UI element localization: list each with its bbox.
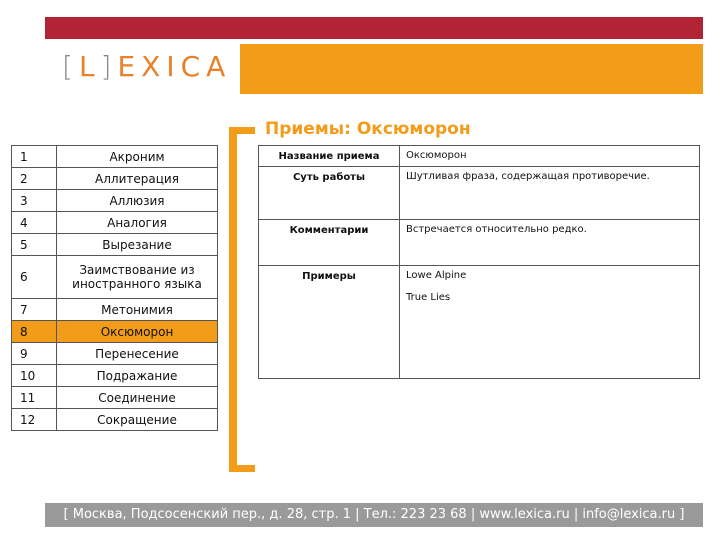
footer-contacts: [ Москва, Подсосенский пер., д. 28, стр. 1 | Тел.: 223 23 68 | www.lexica.ru | info@lexica.ru ] <box>45 503 703 527</box>
details-row-examples <box>259 266 700 379</box>
technique-number: 4 <box>12 212 57 234</box>
technique-row[interactable] <box>12 409 218 431</box>
slide-title: Приемы: Оксюморон <box>265 119 471 139</box>
technique-number: 10 <box>12 365 57 387</box>
technique-name: Метонимия <box>57 299 218 321</box>
technique-name: Сокращение <box>57 409 218 431</box>
technique-row[interactable] <box>12 146 218 168</box>
name-value: Оксюморон <box>400 146 700 167</box>
technique-row[interactable] <box>12 365 218 387</box>
example-item: Lowe Alpine <box>406 270 467 281</box>
technique-row[interactable] <box>12 234 218 256</box>
examples-value <box>400 266 700 379</box>
technique-row[interactable] <box>12 343 218 365</box>
technique-name: Заимствование из иностранного языка <box>57 256 218 299</box>
technique-number: 3 <box>12 190 57 212</box>
technique-details-table <box>258 145 700 379</box>
technique-number: 7 <box>12 299 57 321</box>
orange-bracket <box>229 127 255 472</box>
technique-number: 11 <box>12 387 57 409</box>
technique-row[interactable] <box>12 190 218 212</box>
logo-letter: L <box>78 50 101 83</box>
details-row-essence <box>259 167 700 220</box>
technique-number: 5 <box>12 234 57 256</box>
technique-number: 12 <box>12 409 57 431</box>
technique-number: 8 <box>12 321 57 343</box>
technique-name: Акроним <box>57 146 218 168</box>
technique-name: Вырезание <box>57 234 218 256</box>
technique-row[interactable] <box>12 387 218 409</box>
technique-name: Аллитерация <box>57 168 218 190</box>
technique-row[interactable] <box>12 168 218 190</box>
lexica-logo <box>62 50 231 83</box>
comment-label: Комментарии <box>259 220 400 266</box>
technique-number: 6 <box>12 256 57 299</box>
top-red-bar <box>45 17 703 39</box>
details-row-name <box>259 146 700 167</box>
logo-rest: EXICA <box>117 50 232 83</box>
technique-name: Оксюморон <box>57 321 218 343</box>
logo-bracket-open: [ <box>62 50 79 83</box>
technique-number: 1 <box>12 146 57 168</box>
technique-row[interactable] <box>12 299 218 321</box>
essence-value: Шутливая фраза, содержащая противоречие. <box>400 167 700 220</box>
techniques-table <box>11 145 218 431</box>
example-item: True Lies <box>406 292 451 303</box>
technique-number: 9 <box>12 343 57 365</box>
technique-row[interactable] <box>12 212 218 234</box>
examples-label: Примеры <box>259 266 400 379</box>
details-row-comment <box>259 220 700 266</box>
comment-value: Встречается относительно редко. <box>400 220 700 266</box>
technique-row-active[interactable] <box>12 321 218 343</box>
technique-number: 2 <box>12 168 57 190</box>
technique-name: Перенесение <box>57 343 218 365</box>
technique-name: Аналогия <box>57 212 218 234</box>
technique-row[interactable] <box>12 256 218 299</box>
essence-label: Суть работы <box>259 167 400 220</box>
technique-name: Подражание <box>57 365 218 387</box>
technique-name: Соединение <box>57 387 218 409</box>
name-label: Название приема <box>259 146 400 167</box>
technique-name: Аллюзия <box>57 190 218 212</box>
logo-bracket-close: ] <box>100 50 118 83</box>
